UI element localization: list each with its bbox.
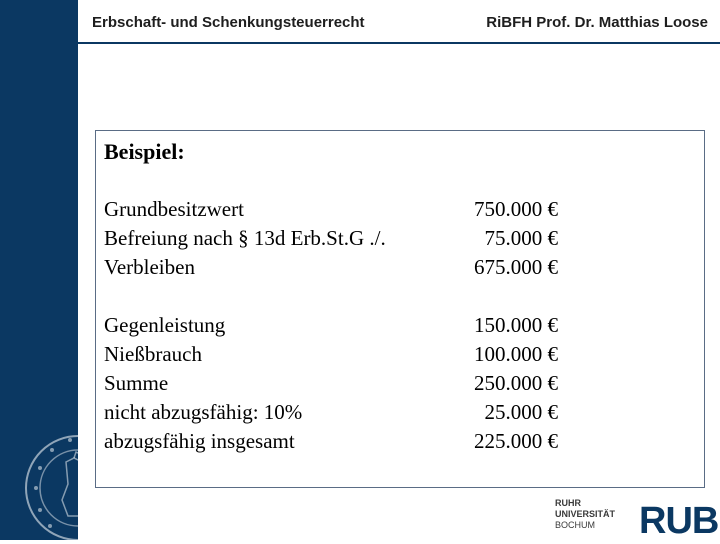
row-label: Summe (104, 371, 169, 395)
header-divider (78, 42, 720, 44)
row-value: 250.000 € (474, 371, 558, 395)
table-row (104, 398, 558, 427)
example-title: Beispiel: (104, 139, 185, 164)
author-name: RiBFH Prof. Dr. Matthias Loose (486, 14, 708, 31)
row-value: 675.000 € (474, 255, 558, 279)
row-value: 225.000 € (474, 429, 558, 453)
row-value: 100.000 € (474, 342, 558, 366)
row-label: Gegenleistung (104, 313, 226, 337)
table-row (104, 427, 558, 456)
row-label: nicht abzugsfähig: 10% (104, 400, 303, 424)
row-label: Verbleiben (104, 255, 195, 279)
logo-line-3: BOCHUM (555, 520, 595, 530)
row-value: 750.000 € (474, 197, 558, 221)
table-row (104, 369, 558, 398)
row-value: 75.000 € (484, 226, 558, 250)
row-label: Grundbesitzwert (104, 197, 244, 221)
table-row (104, 195, 558, 224)
row-value: 150.000 € (474, 313, 558, 337)
table-row (104, 340, 558, 369)
slide-header (78, 0, 720, 44)
row-value: 25.000 € (484, 400, 558, 424)
logo-mark: RUB (639, 500, 719, 542)
course-title: Erbschaft- und Schenkungsteuerrecht (92, 14, 365, 31)
table-row (104, 224, 558, 253)
table-row (104, 311, 558, 340)
logo-line-1: RUHR (555, 498, 581, 508)
example-box (95, 130, 705, 488)
row-label: Befreiung nach § 13d Erb.St.G ./. (104, 226, 386, 250)
row-label: abzugsfähig insgesamt (104, 429, 295, 453)
university-logo (555, 494, 720, 540)
logo-line-2: UNIVERSITÄT (555, 509, 616, 519)
table-row (104, 253, 558, 282)
row-label: Nießbrauch (104, 342, 202, 366)
